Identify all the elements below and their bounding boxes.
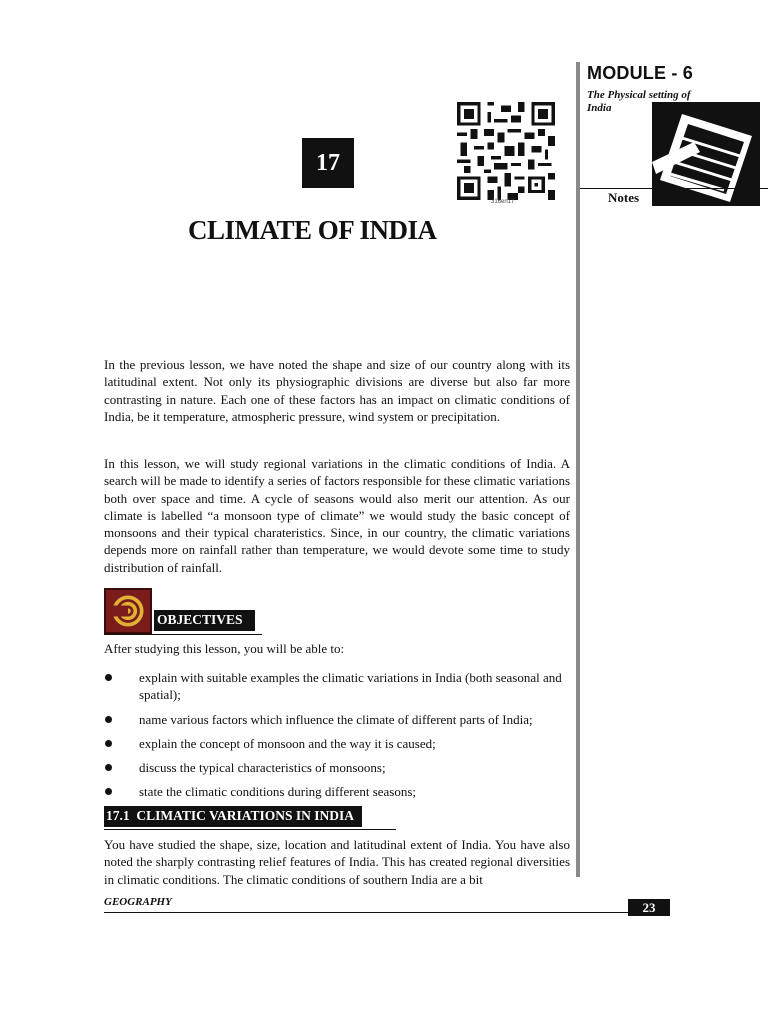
section-rule — [104, 829, 396, 830]
lesson-title: CLIMATE OF INDIA — [188, 215, 437, 245]
module-subtitle: The Physical setting of India — [587, 89, 691, 114]
module-title: MODULE - 6 — [587, 63, 694, 83]
objectives-list — [104, 669, 570, 808]
bullet-icon — [105, 740, 112, 747]
footer-rule — [104, 912, 670, 913]
objectives-intro: After studying this lesson, you will be able to: — [104, 641, 345, 656]
bullet-icon — [105, 674, 112, 681]
page-number: 23 — [628, 899, 670, 916]
bullet-icon — [105, 764, 112, 771]
qr-code-icon[interactable] — [457, 102, 555, 200]
bullet-icon — [105, 716, 112, 723]
qr-caption: 316en17 — [491, 199, 515, 205]
chapter-number: 17 — [302, 138, 354, 188]
list-item: discuss the typical characteristics of monsoons; — [104, 759, 570, 776]
objectives-target-icon — [104, 588, 152, 634]
section-paragraph: You have studied the shape, size, location and latitudinal extent of India. You have also noted the sharply contrasting relief features of India. This has created regional diversities in climatic conditions. The climatic conditions of southern India are a bit — [104, 837, 570, 887]
margin-rule — [576, 62, 580, 877]
section-heading: 17.1 CLIMATIC VARIATIONS IN INDIA — [104, 806, 362, 827]
intro-paragraph-1: In the previous lesson, we have noted the shape and size of our country along with its latitudinal extent. Not only its physiographic divisions are diverse but also far more contrasting in nature. Each one of these factors has an impact on climatic conditions of India, be it temperature, atmospheric pressure, wind system or precipitation. — [104, 357, 570, 424]
notes-label: Notes — [608, 190, 640, 205]
objectives-rule — [104, 634, 262, 635]
list-item: name various factors which influence the climate of different parts of India; — [104, 711, 570, 728]
notes-rule — [580, 188, 768, 189]
intro-paragraph-2: In this lesson, we will study regional variations in the climatic conditions of India. A search will be made to identify a series of factors responsible for these climatic variations both over space and time. A cycle of seasons would also merit our attention. As our climate is labelled “a monsoon type of climate” we would study the basic concept of monsoons and their typical charateristics. Since, in our country, the climatic variations depends more on rainfall rather than temperature, we would devote some time to study distribution of rainfall. — [104, 456, 570, 575]
list-item: state the climatic conditions during different seasons; — [104, 783, 570, 800]
list-item: explain with suitable examples the climatic variations in India (both seasonal and spatial); — [104, 669, 570, 704]
footer-label: GEOGRAPHY — [104, 896, 172, 908]
list-item: explain the concept of monsoon and the way it is caused; — [104, 735, 570, 752]
notes-illustration-icon — [652, 102, 760, 206]
objectives-heading: OBJECTIVES — [154, 610, 255, 631]
bullet-icon — [105, 788, 112, 795]
